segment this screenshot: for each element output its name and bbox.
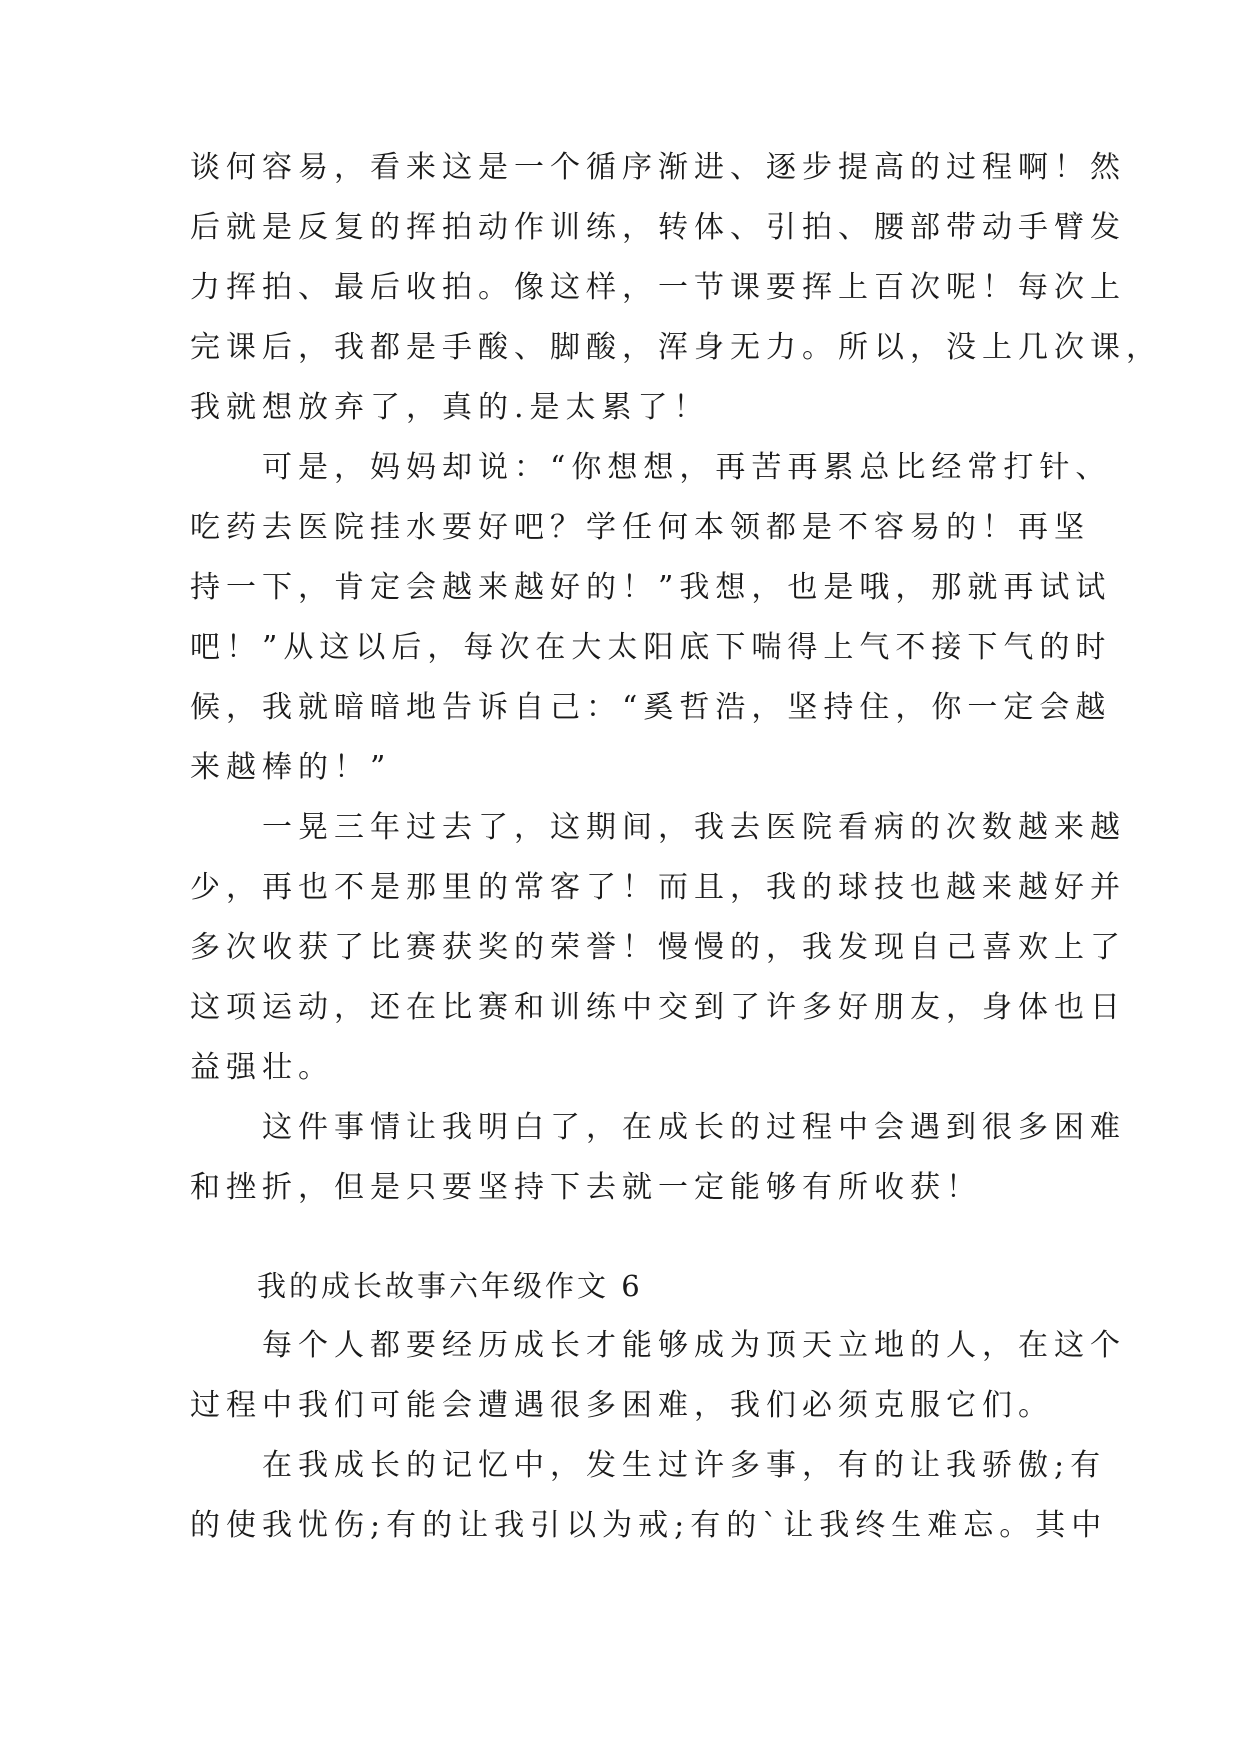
text-line: 来越棒的！” <box>190 750 392 785</box>
text-line: 可是，妈妈却说：“你想想，再苦再累总比经常打针、 <box>190 450 1112 485</box>
text-line: 益强壮。 <box>190 1050 334 1085</box>
text-line: 的使我忧伤;有的让我引以为戒;有的`让我终生难忘。其中 <box>190 1508 1108 1543</box>
essay-text-section-1 <box>190 138 1162 1218</box>
text-line: 吧！”从这以后，每次在大太阳底下喘得上气不接下气的时 <box>190 630 1112 665</box>
text-line: 这项运动，还在比赛和训练中交到了许多好朋友，身体也日 <box>190 990 1126 1025</box>
text-line: 过程中我们可能会遭遇很多困难，我们必须克服它们。 <box>190 1388 1054 1423</box>
text-line: 候，我就暗暗地告诉自己：“奚哲浩，坚持住，你一定会越 <box>190 690 1112 725</box>
text-line: 吃药去医院挂水要好吧？学任何本领都是不容易的！再坚 <box>190 510 1090 545</box>
text-line: 完课后，我都是手酸、脚酸，浑身无力。所以，没上几次课， <box>190 330 1162 365</box>
essay-heading-block <box>190 1256 1050 1316</box>
text-line: 后就是反复的挥拍动作训练，转体、引拍、腰部带动手臂发 <box>190 210 1126 245</box>
text-line: 一晃三年过去了，这期间，我去医院看病的次数越来越 <box>190 810 1126 845</box>
text-line: 谈何容易，看来这是一个循序渐进、逐步提高的过程啊！然 <box>190 150 1126 185</box>
essay-heading: 我的成长故事六年级作文 6 <box>257 1269 643 1303</box>
text-line: 在我成长的记忆中，发生过许多事，有的让我骄傲;有 <box>190 1448 1107 1483</box>
text-line: 我就想放弃了，真的.是太累了！ <box>190 390 710 425</box>
text-line: 力挥拍、最后收拍。像这样，一节课要挥上百次呢！每次上 <box>190 270 1126 305</box>
text-line: 和挫折，但是只要坚持下去就一定能够有所收获！ <box>190 1170 982 1205</box>
text-line: 这件事情让我明白了，在成长的过程中会遇到很多困难 <box>190 1110 1126 1145</box>
essay-text-section-2 <box>190 1316 1126 1556</box>
text-line: 每个人都要经历成长才能够成为顶天立地的人，在这个 <box>190 1328 1126 1363</box>
text-line: 持一下，肯定会越来越好的！”我想，也是哦，那就再试试 <box>190 570 1112 605</box>
text-line: 多次收获了比赛获奖的荣誉！慢慢的，我发现自己喜欢上了 <box>190 930 1126 965</box>
text-line: 少，再也不是那里的常客了！而且，我的球技也越来越好并 <box>190 870 1126 905</box>
